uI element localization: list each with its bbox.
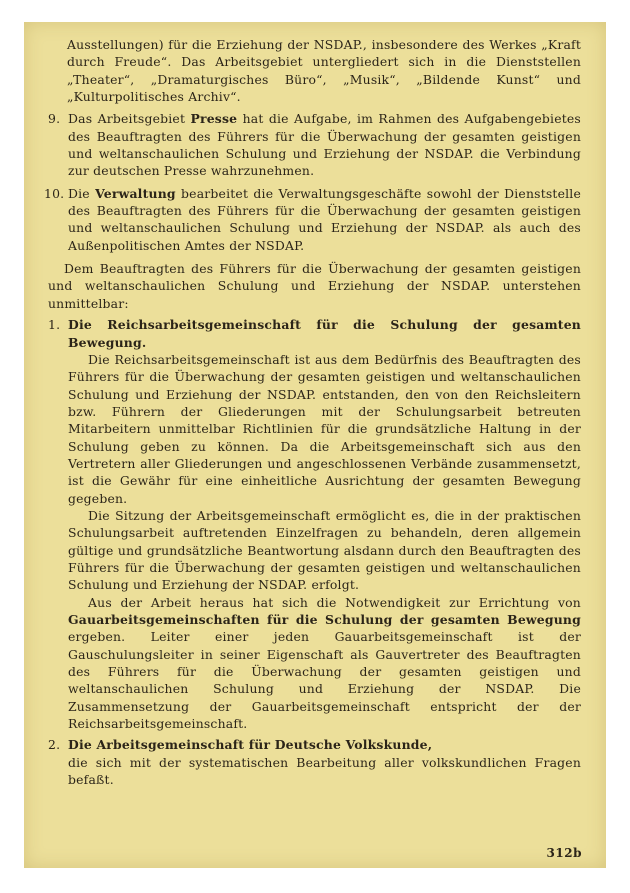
section-paragraph-1: die sich mit der systematischen Bearbeitung aller volkskundlichen Fragen befaßt.	[68, 754, 581, 788]
term-presse: Presse	[190, 111, 238, 127]
document-page	[24, 22, 606, 868]
item-text: Das Arbeitsgebiet Presse hat die Aufgabe, im Rahmen des Aufgabengebietes des Beauftragten des Führers für die Überwachung der gesamten geistigen und weltanschaulichen Schulung und Erziehung der NSDAP. die Verbindung zur deutschen Presse wahrzunehmen.	[68, 111, 581, 179]
section-heading: Die Arbeitsgemeinschaft für Deutsche Volkskunde,	[68, 737, 433, 753]
item-number: 10.	[44, 185, 65, 201]
list-item-10	[44, 185, 582, 254]
item-number: 9.	[48, 111, 61, 127]
item-text: Die Verwaltung bearbeitet die Verwaltungsgeschäfte sowohl der Dienststelle des Beauftragten des Führers für die Überwachung der gesamten geistigen und weltanschaulichen Schulung und Erziehung der NSDAP. als auch des Außenpolitischen Amtes der NSDAP.	[68, 185, 582, 253]
section-paragraph-2: Die Sitzung der Arbeitsgemeinschaft ermöglicht es, die in der praktischen Schulungsarbeit auftretenden Einzelfragen zu behandeln, deren allgemein gültige und grundsätzliche Beantwortung alsdann durch den Beauftragten des Führers für die Überwachung der gesamten geistigen und weltanschaulichen Schulung und Erziehung der NSDAP. erfolgt.	[68, 507, 581, 593]
section-1	[48, 316, 581, 732]
term-gauarbeitsgemeinschaften: Gauarbeitsgemeinschaften für die Schulung der gesamten Bewegung	[68, 612, 581, 627]
section-paragraph-3: Aus der Arbeit heraus hat sich die Notwendigkeit zur Errichtung von Gauarbeitsgemeinschaften für die Schulung der gesamten Bewegung ergeben. Leiter einer jeden Gauarbeitsgemeinschaft ist der Gauschulungsleiter in seiner Eigenschaft als Gauvertreter des Beauftragten des Führers für die Überwachung der gesamten geistigen und weltanschaulichen Schulung und Erziehung der NSDAP. Die Zusammensetzung der Gauarbeitsgemeinschaft entspricht der der Reichsarbeitsgemeinschaft.	[68, 594, 581, 732]
section-number: 1.	[48, 317, 61, 333]
page-number: 312b	[546, 846, 582, 860]
section-heading: Die Reichsarbeitsgemeinschaft für die Schulung der gesamten Bewegung.	[68, 317, 581, 350]
section-2	[48, 736, 581, 788]
intro-paragraph: Dem Beauftragten des Führers für die Überwachung der gesamten geistigen und weltanschaulichen Schulung und Erziehung der NSDAP. unterstehen unmittelbar:	[48, 261, 581, 311]
section-number: 2.	[48, 737, 61, 753]
section-paragraph-1: Die Reichsarbeitsgemeinschaft ist aus dem Bedürfnis des Beauftragten des Führers für die Überwachung der gesamten geistigen und weltanschaulichen Schulung und Erziehung der NSDAP. entstanden, den von den Reichsleitern bzw. Führern der Gliederungen mit der Schulungsarbeit betreuten Mitarbeitern unmittelbar Richtlinien für die grundsätzliche Haltung in der Schulung geben zu können. Da die Arbeitsgemeinschaft sich aus den Vertretern aller Gliederungen und angeschlossenen Verbände zusammensetzt, ist die Gewähr für eine einheitliche Ausrichtung der gesamten Bewegung gegeben.	[68, 351, 581, 506]
continued-paragraph: Ausstellungen) für die Erziehung der NSDAP., insbesondere des Werkes „Kraft durch Freude“. Das Arbeitsgebiet untergliedert sich in die Dienststellen „Theater“, „Dramaturgisches Büro“, „Musik“, „Bildende Kunst“ und „Kulturpolitisches Archiv“.	[67, 37, 581, 105]
list-item-9	[48, 110, 581, 179]
term-verwaltung: Verwaltung	[95, 185, 176, 201]
document-text	[44, 36, 582, 788]
